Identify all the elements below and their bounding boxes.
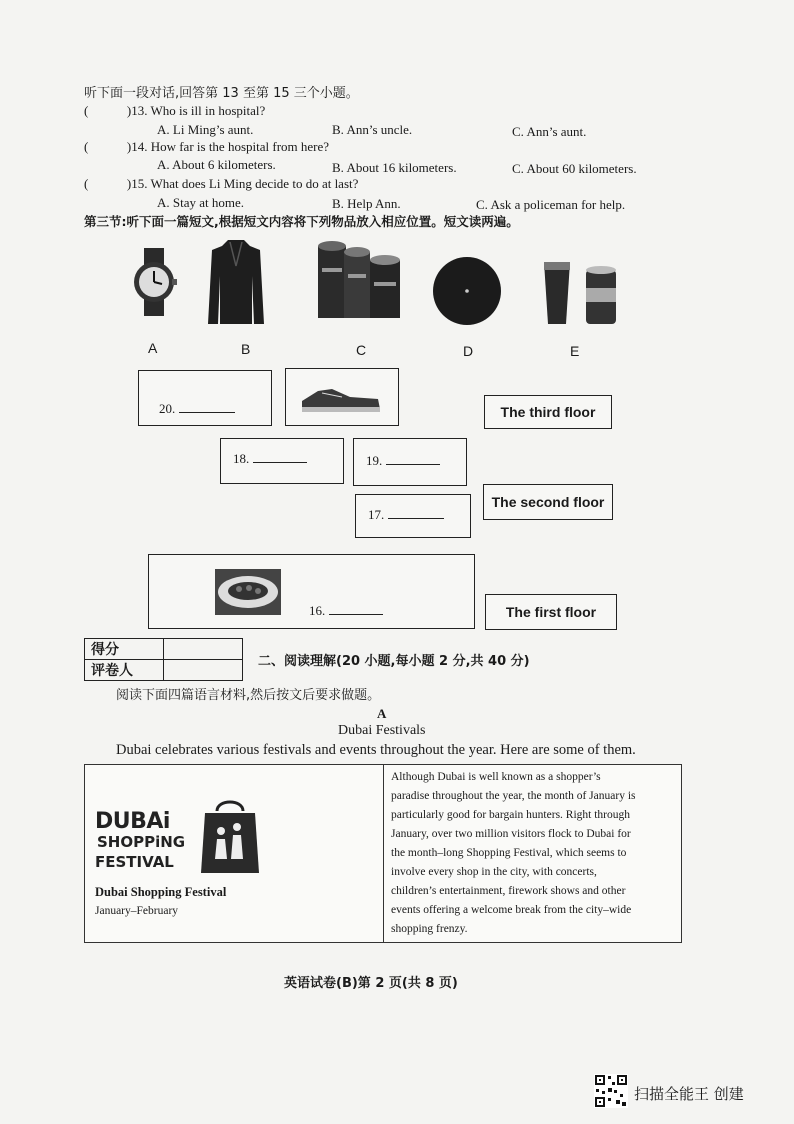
question-text: What does Li Ming decide to do at last? xyxy=(150,176,359,191)
blank-18[interactable] xyxy=(233,451,307,467)
event-name: Dubai Shopping Festival xyxy=(95,885,227,899)
logo-line-3: FESTIVAL xyxy=(95,853,174,871)
question-13 xyxy=(84,103,265,119)
description-line: particularly good for bargain hunters. Right through xyxy=(391,809,631,821)
page-footer: 英语试卷(B)第 2 页(共 8 页) xyxy=(284,976,458,991)
blank-17[interactable] xyxy=(368,507,444,523)
shelf-20 xyxy=(138,370,272,426)
blank-number: 19. xyxy=(366,453,383,468)
shelf-16 xyxy=(148,554,475,629)
description-line: children’s entertainment, firework shows and other xyxy=(391,885,626,897)
answer-paren-open: ( xyxy=(84,103,89,118)
answer-paren-open: ( xyxy=(84,176,89,191)
dubai-shopping-festival-logo xyxy=(95,801,265,881)
scanner-watermark: 扫描全能王 创建 xyxy=(634,1085,744,1103)
floor-label-third: The third floor xyxy=(484,395,612,429)
shelf-17 xyxy=(355,494,471,538)
answer-paren-close: ) xyxy=(126,176,132,191)
blank-line xyxy=(179,412,235,413)
description-line: shopping frenzy. xyxy=(391,923,468,935)
sneaker-icon xyxy=(298,383,384,415)
blank-number: 16. xyxy=(309,603,326,618)
item-label-c: C xyxy=(356,342,367,358)
grader-cell[interactable] xyxy=(164,660,243,681)
option-14a: A. About 6 kilometers. xyxy=(157,157,276,172)
score-label: 得分 xyxy=(85,639,164,660)
description-line: the month–long Shopping Festival, which seems to xyxy=(391,847,627,859)
description-line: Although Dubai is well known as a shopper’s xyxy=(391,771,601,783)
floor-label-second: The second floor xyxy=(483,484,613,520)
shelf-19 xyxy=(353,438,467,486)
cola-icon xyxy=(540,258,620,328)
option-15b: B. Help Ann. xyxy=(332,196,401,211)
books-icon xyxy=(314,238,404,320)
answer-paren-open: ( xyxy=(84,139,89,154)
item-label-a: A xyxy=(148,340,158,356)
blank-16[interactable] xyxy=(309,603,383,619)
part2-title: 二、阅读理解(20 小题,每小题 2 分,共 40 分) xyxy=(258,654,530,669)
event-dates: January–February xyxy=(95,905,179,917)
blank-line xyxy=(386,464,440,465)
floor-label-first: The first floor xyxy=(485,594,617,630)
passage-title: Dubai Festivals xyxy=(338,723,426,738)
shelf-18 xyxy=(220,438,344,484)
event-description xyxy=(391,768,671,939)
item-label-d: D xyxy=(463,343,474,359)
shopping-bag-icon xyxy=(199,797,261,877)
item-label-e: E xyxy=(570,343,580,359)
option-14c: C. About 60 kilometers. xyxy=(512,161,637,176)
description-line: events offering a welcome break from the city–wide xyxy=(391,904,632,916)
blank-19[interactable] xyxy=(366,453,440,469)
passage-lead: Dubai celebrates various festivals and events throughout the year. Here are some of them. xyxy=(116,742,636,758)
passage-letter: A xyxy=(377,706,387,721)
question-number: 14. xyxy=(131,139,148,154)
answer-paren-close: ) xyxy=(126,139,132,154)
question-text: How far is the hospital from here? xyxy=(150,139,330,154)
description-line: paradise throughout the year, the month of January is xyxy=(391,790,636,802)
blank-line xyxy=(329,614,383,615)
blank-line xyxy=(253,462,307,463)
food-plate-icon xyxy=(215,569,281,615)
option-13c: C. Ann’s aunt. xyxy=(512,124,587,139)
part2-intro: 阅读下面四篇语言材料,然后按文后要求做题。 xyxy=(116,688,381,703)
option-14b: B. About 16 kilometers. xyxy=(332,160,457,175)
option-13b: B. Ann’s uncle. xyxy=(332,122,413,137)
option-15a: A. Stay at home. xyxy=(157,195,245,210)
question-15 xyxy=(84,176,358,192)
description-line: involve every shop in the city, with concerts, xyxy=(391,866,597,878)
record-disc-icon xyxy=(432,256,502,326)
option-13a: A. Li Ming’s aunt. xyxy=(157,122,254,137)
festival-table xyxy=(84,764,682,943)
shelf-shoes xyxy=(285,368,399,426)
score-cell[interactable] xyxy=(164,639,243,660)
table-divider xyxy=(383,765,384,942)
description-line: January, over two million visitors flock to Dubai for xyxy=(391,828,631,840)
question-14 xyxy=(84,139,329,155)
logo-line-2: SHOPPiNG xyxy=(97,833,186,851)
blank-number: 17. xyxy=(368,507,385,522)
blank-20[interactable] xyxy=(159,401,235,417)
section2-intro: 听下面一段对话,回答第 13 至第 15 三个小题。 xyxy=(84,86,359,101)
qr-code-icon xyxy=(594,1074,628,1108)
question-number: 13. xyxy=(131,103,148,118)
answer-paren-close: ) xyxy=(126,103,132,118)
option-15c: C. Ask a policeman for help. xyxy=(476,197,626,212)
question-number: 15. xyxy=(131,176,148,191)
jacket-icon xyxy=(206,236,266,328)
grade-table xyxy=(84,638,243,681)
grader-label: 评卷人 xyxy=(85,660,164,681)
blank-number: 20. xyxy=(159,401,176,416)
logo-line-1: DUBAi xyxy=(95,809,170,834)
section3-title: 第三节:听下面一篇短文,根据短文内容将下列物品放入相应位置。短文读两遍。 xyxy=(84,214,519,229)
blank-line xyxy=(388,518,444,519)
question-text: Who is ill in hospital? xyxy=(150,103,266,118)
item-label-b: B xyxy=(241,341,251,357)
watch-icon xyxy=(128,246,180,318)
blank-number: 18. xyxy=(233,451,250,466)
